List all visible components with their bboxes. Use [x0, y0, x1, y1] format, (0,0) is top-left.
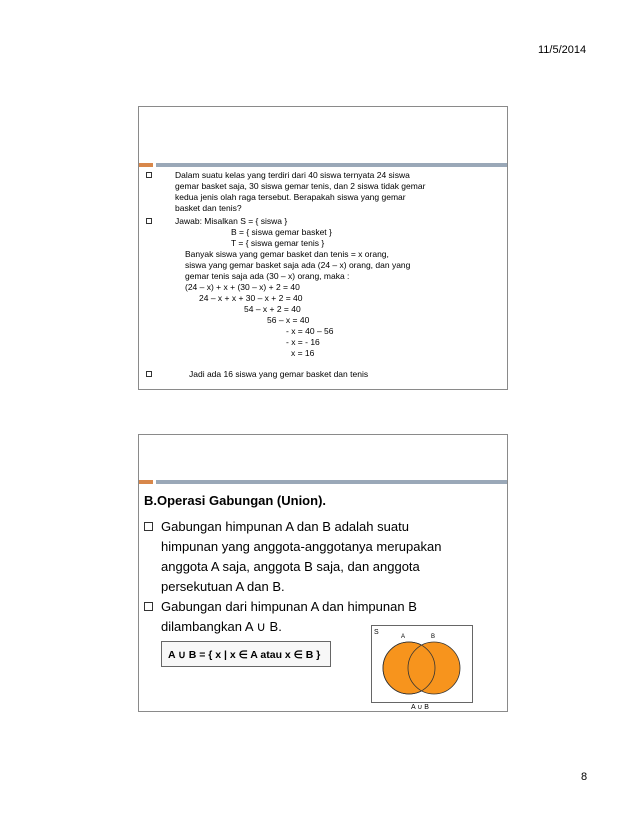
union-formula: A ∪ B = { x | x ∈ A atau x ∈ B }: [161, 641, 331, 667]
equation-line: 54 – x + 2 = 40: [244, 304, 301, 314]
accent-bar: [156, 163, 507, 167]
problem-line: kedua jenis olah raga tersebut. Berapakah siswa yang gemar: [175, 192, 406, 202]
slide-2: [138, 434, 508, 712]
page-number: 8: [581, 771, 588, 783]
equation-line: - x = 40 – 56: [286, 326, 334, 336]
accent-square: [139, 480, 153, 484]
answer-line: siswa yang gemar basket saja ada (24 – x) orang, dan yang: [185, 260, 411, 270]
answer-line: B = { siswa gemar basket }: [231, 227, 332, 237]
conclusion-line: Jadi ada 16 siswa yang gemar basket dan tenis: [189, 369, 369, 379]
bullet-icon: [144, 602, 153, 611]
accent-bar: [156, 480, 507, 484]
problem-line: basket dan tenis?: [175, 203, 242, 213]
bullet-icon: [146, 218, 152, 224]
problem-line: Dalam suatu kelas yang terdiri dari 40 siswa ternyata 24 siswa: [175, 170, 410, 180]
venn-caption: A ∪ B: [411, 704, 429, 711]
answer-line: T = { siswa gemar tenis }: [231, 238, 325, 248]
equation-line: 56 – x = 40: [267, 315, 310, 325]
accent-square: [139, 163, 153, 167]
bullet-text-line: Gabungan himpunan A dan B adalah suatu: [161, 519, 409, 534]
equation-line: x = 16: [291, 348, 315, 358]
bullet-icon: [146, 172, 152, 178]
venn-diagram-graphic: [372, 626, 472, 702]
universe-label: S: [374, 629, 379, 636]
bullet-text-line: dilambangkan A ∪ B.: [161, 619, 282, 634]
equation-line: (24 – x) + x + (30 – x) + 2 = 40: [185, 282, 300, 292]
bullet-text-line: anggota A saja, anggota B saja, dan anggota: [161, 559, 420, 574]
answer-line: gemar tenis saja ada (30 – x) orang, maka :: [185, 271, 350, 281]
answer-line: Jawab: Misalkan S = { siswa }: [175, 216, 288, 226]
problem-line: gemar basket saja, 30 siswa gemar tenis, dan 2 siswa tidak gemar: [175, 181, 426, 191]
slide-title: B.Operasi Gabungan (Union).: [144, 493, 327, 508]
answer-line: Banyak siswa yang gemar basket dan tenis = x orang,: [185, 249, 389, 259]
bullet-text-line: himpunan yang anggota-anggotanya merupakan: [161, 539, 442, 554]
slide-1: [138, 106, 508, 390]
bullet-icon: [144, 522, 153, 531]
equation-line: 24 – x + x + 30 – x + 2 = 40: [199, 293, 303, 303]
venn-diagram: [371, 625, 473, 703]
circle-a-label: A: [401, 634, 406, 640]
equation-line: - x = - 16: [286, 337, 320, 347]
bullet-text-line: Gabungan dari himpunan A dan himpunan B: [161, 599, 417, 614]
circle-b-label: B: [431, 634, 436, 640]
bullet-icon: [146, 371, 152, 377]
circle-b: [408, 642, 460, 694]
bullet-text-line: persekutuan A dan B.: [161, 579, 285, 594]
date-label: 11/5/2014: [538, 44, 587, 56]
